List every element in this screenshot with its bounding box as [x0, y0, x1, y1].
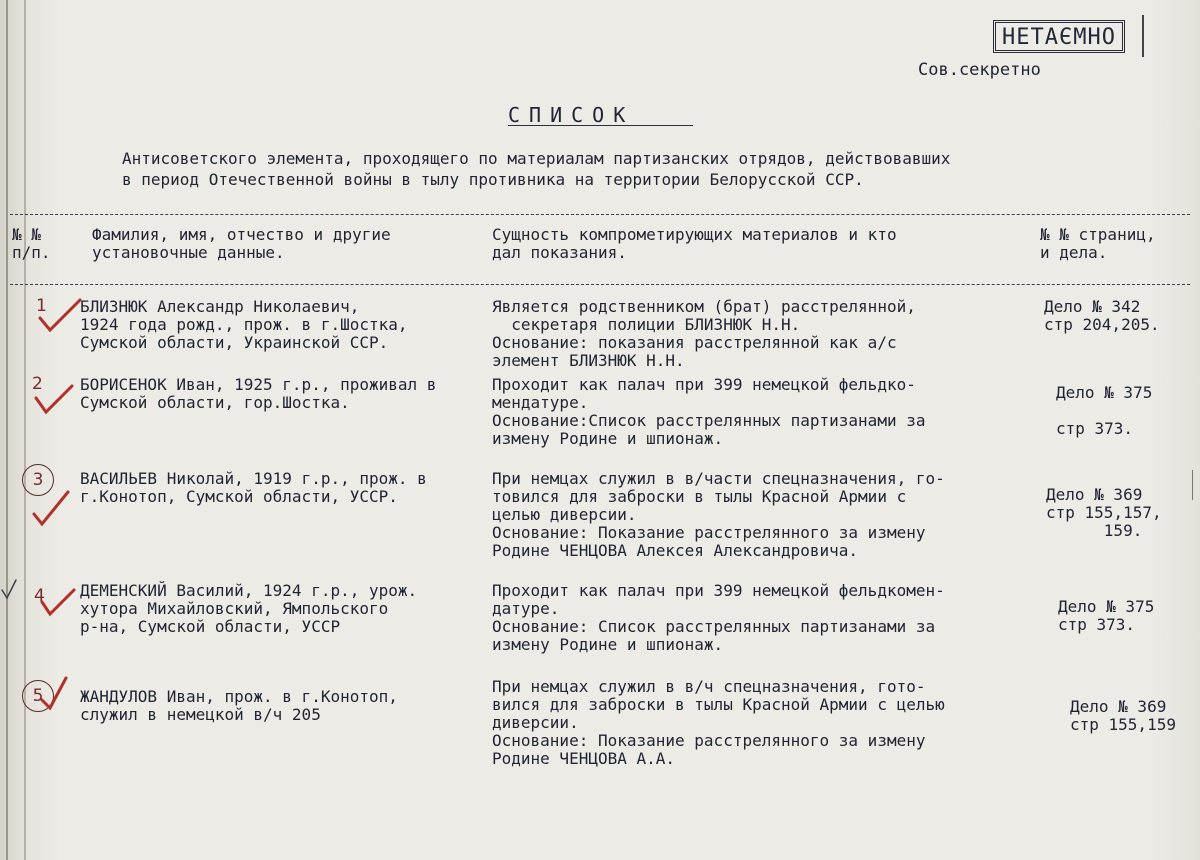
- row-compromising-materials: При немцах служил в в/ч спецназначения, гото- вился для заброски в тылы Красной Армии с целью диверсии. Основание: Показание расстрелянного за измену Родине ЧЕНЦОВА А.А.: [492, 677, 945, 768]
- document-title: СПИСОК: [508, 103, 635, 127]
- classification-stamp: НЕТАЄМНО: [993, 20, 1125, 53]
- row-person-details: БЛИЗНЮК Александр Николаевич, 1924 года рожд., прож. в г.Шостка, Сумской области, Украинской ССР.: [80, 297, 408, 352]
- column-header-essence: Сущность компрометирующих материалов и кто дал показания.: [492, 225, 897, 262]
- row-number-circled: 3: [22, 464, 54, 496]
- row-compromising-materials: Является родственником (брат) расстрелянной, секретаря полиции БЛИЗНЮК Н.Н. Основание: показания расстрелянной как а/с элемент БЛИЗНЮК Н.Н.: [492, 297, 916, 370]
- check-mark-icon: [0, 578, 20, 602]
- column-header-name: Фамилия, имя, отчество и другие установочные данные.: [92, 225, 391, 262]
- check-mark-icon: [36, 296, 86, 336]
- column-header-pages: № № страниц, и дела.: [1040, 225, 1156, 262]
- stamp-border-mark: [1130, 15, 1144, 57]
- secrecy-label: Сов.секретно: [918, 60, 1041, 80]
- binding-line: [6, 0, 8, 860]
- row-number: 4: [34, 586, 45, 606]
- row-compromising-materials: Проходит как палач при 399 немецкой фельдкомен- датуре. Основание: Список расстрелянных партизанами за измену Родине и шпионаж.: [492, 581, 945, 654]
- check-mark-icon: [30, 378, 80, 418]
- title-underline: [508, 125, 693, 126]
- subtitle-line: в период Отечественной войны в тылу противника на территории Белорусской ССР.: [122, 170, 864, 189]
- check-mark-icon: [28, 486, 78, 530]
- subtitle-line: Антисоветского элемента, проходящего по материалам партизанских отрядов, действовавших: [122, 149, 951, 168]
- row-number: 2: [32, 374, 43, 394]
- row-person-details: ЖАНДУЛОВ Иван, прож. в г.Конотоп, служил в немецкой в/ч 205: [80, 687, 398, 724]
- row-person-details: ВАСИЛЬЕВ Николай, 1919 г.р., прож. в г.Конотоп, Сумской области, УССР.: [80, 469, 427, 506]
- row-number: 1: [36, 296, 47, 316]
- check-mark-icon: [38, 586, 82, 622]
- check-mark-icon: [40, 674, 70, 714]
- row-number-circled: 5: [22, 680, 54, 712]
- binding-line: [24, 0, 26, 860]
- table-header-rule: [10, 284, 1190, 285]
- row-case-reference: Дело № 369 стр 155,157, 159.: [1046, 485, 1162, 540]
- row-compromising-materials: Проходит как палач при 399 немецкой фельдко- мендатуре. Основание:Список расстрелянных партизанами за измену Родине и шпионаж.: [492, 375, 926, 448]
- table-top-rule: [10, 214, 1190, 215]
- row-compromising-materials: При немцах служил в в/части спецназначения, го- товился для заброски в тылы Красной Армии с целью диверсии. Основание: Показание расстрелянного за измену Родине ЧЕНЦОВА Алексея Александровича.: [492, 469, 945, 560]
- column-header-number: № № п/п.: [12, 225, 51, 262]
- row-case-reference: Дело № 369 стр 155,159: [1070, 697, 1176, 734]
- row-case-reference: Дело № 375 стр 373.: [1056, 383, 1153, 438]
- row-case-reference: Дело № 342 стр 204,205.: [1044, 297, 1160, 334]
- row-person-details: ДЕМЕНСКИЙ Василий, 1924 г.р., урож. хутора Михайловский, Ямпольского р-на, Сумской области, УССР: [80, 581, 418, 636]
- document-subtitle: [122, 148, 950, 190]
- margin-mark: [1192, 470, 1193, 500]
- row-person-details: БОРИСЕНОК Иван, 1925 г.р., проживал в Сумской области, гор.Шостка.: [80, 375, 437, 412]
- row-case-reference: Дело № 375 стр 373.: [1058, 597, 1155, 634]
